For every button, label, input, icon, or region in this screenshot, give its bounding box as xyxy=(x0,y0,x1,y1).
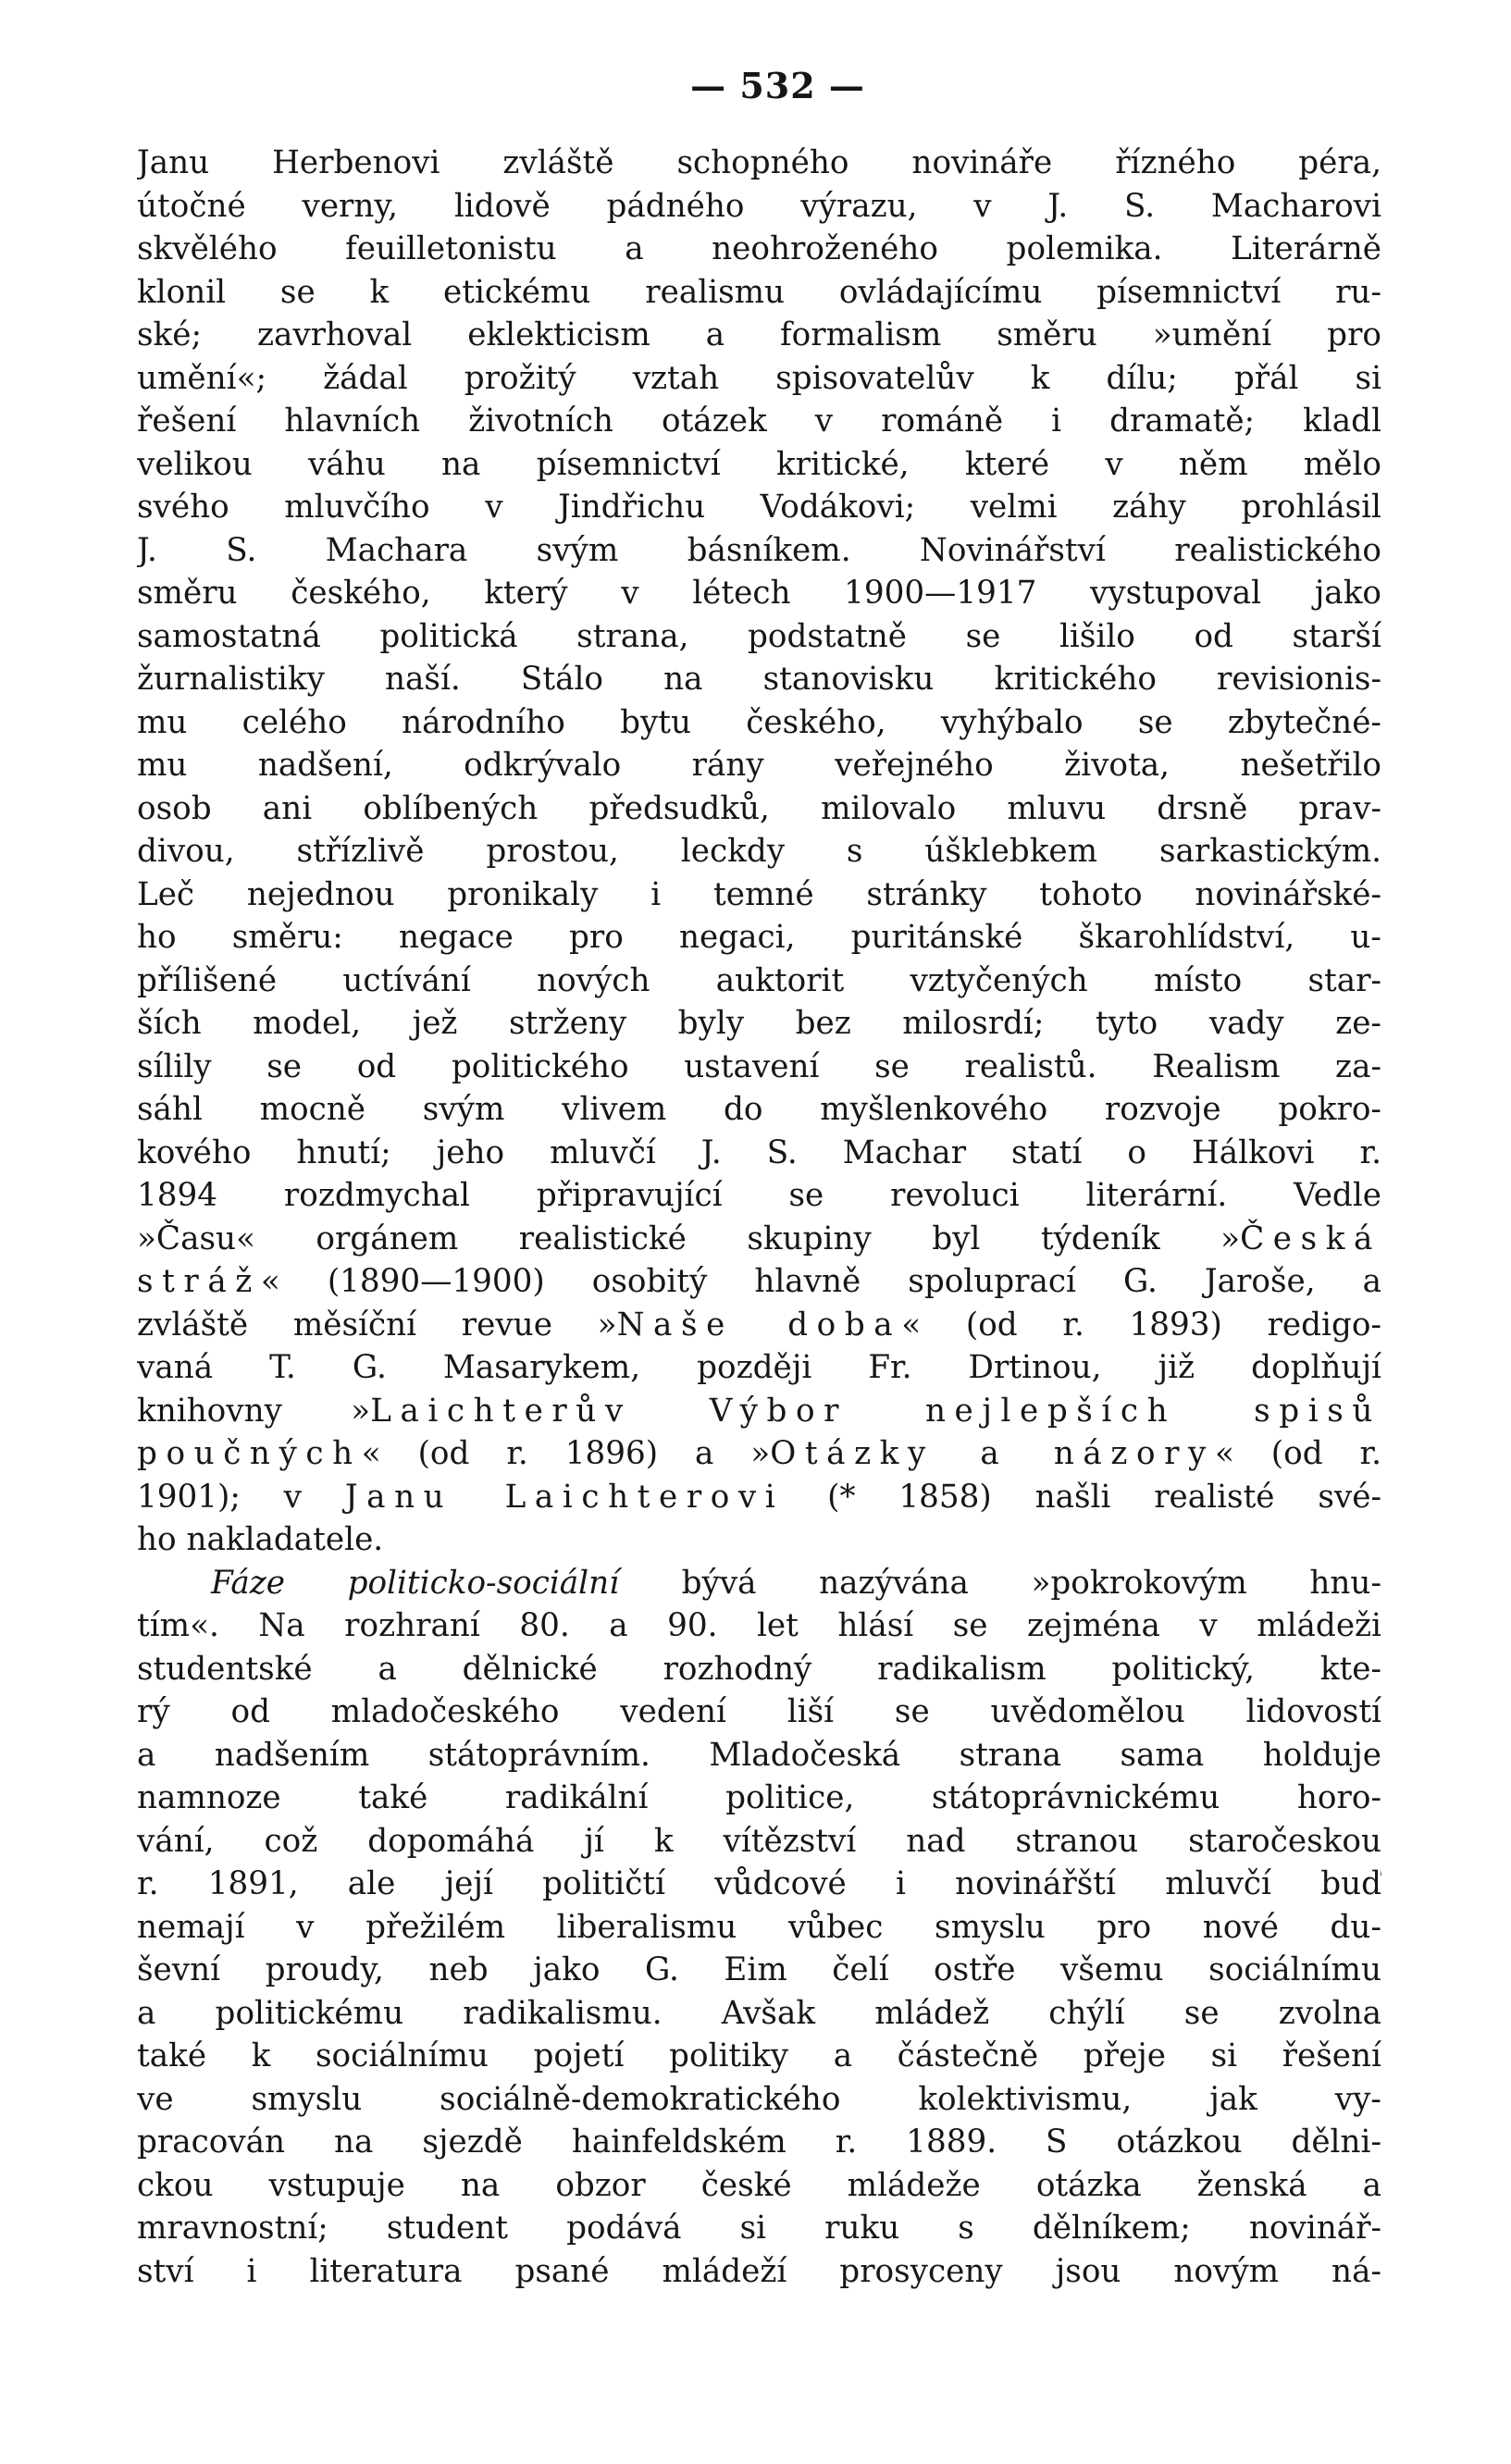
text-line: a politickému radikalismu. Avšak mládež chýlí se zvolna xyxy=(137,1994,1381,2032)
text-line: a nadšením státoprávním. Mladočeská strana sama holduje xyxy=(137,1736,1381,1774)
text-line: 1894 rozdmychal připravující se revoluci literární. Vedle xyxy=(137,1177,1381,1214)
text-segment: « (od r. 1893) redigo- xyxy=(901,1306,1381,1343)
text-line: ších model, jež strženy byly bez milosrdí; tyto vady ze- xyxy=(137,1005,1381,1042)
text-line: vaná T. G. Masarykem, později Fr. Drtinou, již doplňují xyxy=(137,1349,1381,1386)
text-line: rý od mladočeského vedení liší se uvědomělou lidovostí xyxy=(137,1693,1381,1730)
text-line: ševní proudy, neb jako G. Eim čelí ostře všemu sociálnímu xyxy=(137,1951,1381,1988)
text-line: mravnostní; student podává si ruku s dělníkem; novinář- xyxy=(137,2210,1381,2247)
text-line: skvělého feuilletonistu a neohroženého polemika. Literárně xyxy=(137,230,1381,267)
text-segment: « (od r. xyxy=(1214,1435,1381,1472)
text-line: J. S. Machara svým básníkem. Novinářství realistického xyxy=(137,531,1381,569)
text-line: také k sociálnímu pojetí politiky a částečně přeje si řešení xyxy=(137,2037,1381,2074)
text-line: Leč nejednou pronikaly i temné stránky tohoto novinářské- xyxy=(137,875,1381,913)
spaced-text: Janu Laichterovi xyxy=(344,1478,785,1516)
text-line: Janu Herbenovi zvláště schopného novináře řízného péra, xyxy=(137,144,1381,181)
text-line xyxy=(137,1304,1381,1347)
text-line: umění«; žádal prožitý vztah spisovatelův k dílu; přál si xyxy=(137,359,1381,397)
text-segment: bývá nazývána »pokrokovým hnu- xyxy=(619,1564,1381,1602)
text-line: sáhl mocně svým vlivem do myšlenkového rozvoje pokro- xyxy=(137,1091,1381,1128)
text-line: ství i literatura psané mládeží prosyceny jsou novým ná- xyxy=(137,2252,1381,2290)
text-line: kového hnutí; jeho mluvčí J. S. Machar statí o Hálkovi r. xyxy=(137,1133,1381,1171)
text-line: žurnalistiky naší. Stálo na stanovisku kritického revisionis- xyxy=(137,661,1381,698)
text-line: směru českého, který v létech 1900—1917 vystupoval jako xyxy=(137,575,1381,612)
text-line xyxy=(137,1562,1381,1605)
text-line: nemají v přežilém liberalismu vůbec smyslu pro nové du- xyxy=(137,1908,1381,1946)
text-line: namnoze také radikální politice, státoprávnickému horo- xyxy=(137,1779,1381,1816)
text-line: mu celého národního bytu českého, vyhýbalo se zbytečné- xyxy=(137,703,1381,741)
text-segment: « (od r. 1896) a » xyxy=(361,1435,771,1472)
text-line xyxy=(137,1476,1381,1519)
text-line xyxy=(137,1432,1381,1476)
text-line xyxy=(137,1218,1381,1261)
text-segment: knihovny » xyxy=(137,1392,371,1430)
spaced-text: stráž xyxy=(137,1263,261,1300)
text-line: r. 1891, ale její političtí vůdcové i novinářští mluvčí buď xyxy=(137,1865,1381,1902)
page-number: — 532 — xyxy=(690,65,865,106)
text-line: svého mluvčího v Jindřichu Vodákovi; velmi záhy prohlásil xyxy=(137,489,1381,526)
text-line: divou, střízlivě prostou, leckdy s úšklebkem sarkastickým. xyxy=(137,833,1381,870)
text-segment: »Času« orgánem realistické skupiny byl týdeník » xyxy=(137,1220,1241,1257)
text-line: ské; zavrhoval eklekticism a formalism směru »umění pro xyxy=(137,316,1381,353)
spaced-text: Otázky a názory xyxy=(770,1435,1215,1472)
text-line: ho nakladatele. xyxy=(137,1521,384,1558)
text-segment: (* 1858) našli realisté své- xyxy=(784,1478,1381,1516)
text-line: klonil se k etickému realismu ovládajícímu písemnictví ru- xyxy=(137,273,1381,311)
text-line: mu nadšení, odkrývalo rány veřejného života, nešetřilo xyxy=(137,747,1381,784)
text-line xyxy=(137,1390,1381,1433)
text-line: samostatná politická strana, podstatně se lišilo od starší xyxy=(137,617,1381,655)
text-line: řešení hlavních životních otázek v románě i dramatě; kladl xyxy=(137,402,1381,440)
text-line: vání, což dopomáhá jí k vítězství nad stranou staročeskou xyxy=(137,1822,1381,1860)
text-line: studentské a dělnické rozhodný radikalism politický, kte- xyxy=(137,1650,1381,1688)
text-line: ho směru: negace pro negaci, puritánské škarohlídství, u- xyxy=(137,919,1381,956)
text-line: tím«. Na rozhraní 80. a 90. let hlásí se zejména v mládeži xyxy=(137,1607,1381,1644)
text-line: přílišené uctívání nových auktorit vztyčených místo star- xyxy=(137,961,1381,999)
text-line: sílily se od politického ustavení se realistů. Realism za- xyxy=(137,1047,1381,1085)
text-line: pracován na sjezdě hainfeldském r. 1889. S otázkou dělni- xyxy=(137,2123,1381,2161)
spaced-text: poučných xyxy=(137,1435,362,1472)
spaced-text: Naše doba xyxy=(616,1306,902,1343)
text-line: ve smyslu sociálně-demokratického kolektivismu, jak vy- xyxy=(137,2080,1381,2118)
spaced-text: Česká xyxy=(1240,1220,1381,1257)
text-segment: zvláště měsíční revue » xyxy=(137,1306,617,1343)
text-line: ckou vstupuje na obzor české mládeže otázka ženská a xyxy=(137,2166,1381,2204)
spaced-text: Laichterův Výbor nejlepších spisů xyxy=(370,1392,1381,1430)
body-text xyxy=(137,142,1381,2293)
text-line: velikou váhu na písemnictví kritické, které v něm mělo xyxy=(137,445,1381,483)
text-line: osob ani oblíbených předsudků, milovalo mluvu drsně prav- xyxy=(137,789,1381,827)
text-segment: « (1890—1900) osobitý hlavně spoluprací G. Jaroše, a xyxy=(260,1263,1381,1300)
text-line: útočné verny, lidově pádného výrazu, v J. S. Macharovi xyxy=(137,187,1381,225)
italic-text: Fáze politicko-sociální xyxy=(211,1564,620,1602)
text-segment: 1901); v xyxy=(137,1478,345,1516)
text-line xyxy=(137,1260,1381,1304)
